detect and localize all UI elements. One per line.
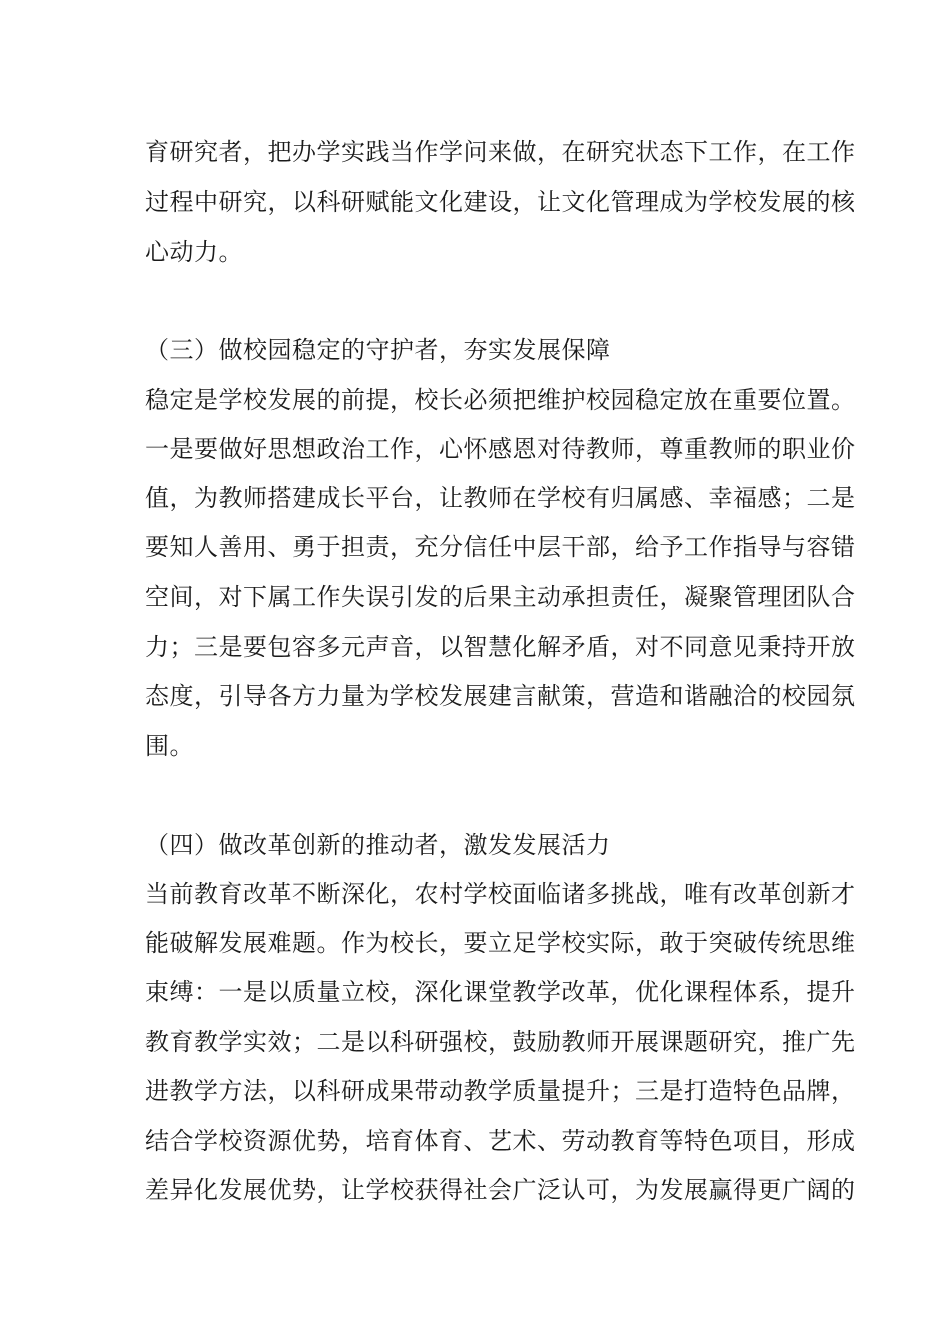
paragraph-line: 差异化发展优势，让学校获得社会广泛认可，为发展赢得更广阔的 [145,1176,856,1204]
paragraph-line: 育研究者，把办学实践当作学问来做，在研究状态下工作，在工作 [145,138,856,166]
paragraph-line: 围。 [145,732,194,760]
paragraph-line: 能破解发展难题。作为校长，要立足学校实际，敢于突破传统思维 [145,929,856,957]
section-heading: （四）做改革创新的推动者，激发发展活力 [145,831,611,859]
paragraph-line: 态度，引导各方力量为学校发展建言献策，营造和谐融洽的校园氛 [145,682,856,710]
section-heading: （三）做校园稳定的守护者，夯实发展保障 [145,336,611,364]
paragraph-line: 结合学校资源优势，培育体育、艺术、劳动教育等特色项目，形成 [145,1127,856,1155]
paragraph-line: 教育教学实效；二是以科研强校，鼓励教师开展课题研究，推广先 [145,1028,856,1056]
paragraph-line: 空间，对下属工作失误引发的后果主动承担责任，凝聚管理团队合 [145,583,856,611]
paragraph-line: 一是要做好思想政治工作，心怀感恩对待教师，尊重教师的职业价 [145,435,856,463]
paragraph-line: 稳定是学校发展的前提，校长必须把维护校园稳定放在重要位置。 [145,386,856,414]
paragraph-line: 当前教育改革不断深化，农村学校面临诸多挑战，唯有改革创新才 [145,880,856,908]
paragraph-line: 心动力。 [145,238,243,266]
paragraph-line: 过程中研究，以科研赋能文化建设，让文化管理成为学校发展的核 [145,188,856,216]
paragraph-line: 束缚：一是以质量立校，深化课堂教学改革，优化课程体系，提升 [145,978,856,1006]
paragraph-line: 值，为教师搭建成长平台，让教师在学校有归属感、幸福感；二是 [145,484,856,512]
paragraph-line: 进教学方法，以科研成果带动教学质量提升；三是打造特色品牌， [145,1077,856,1105]
paragraph-line: 要知人善用、勇于担责，充分信任中层干部，给予工作指导与容错 [145,533,856,561]
paragraph-line: 力；三是要包容多元声音，以智慧化解矛盾，对不同意见秉持开放 [145,633,856,661]
